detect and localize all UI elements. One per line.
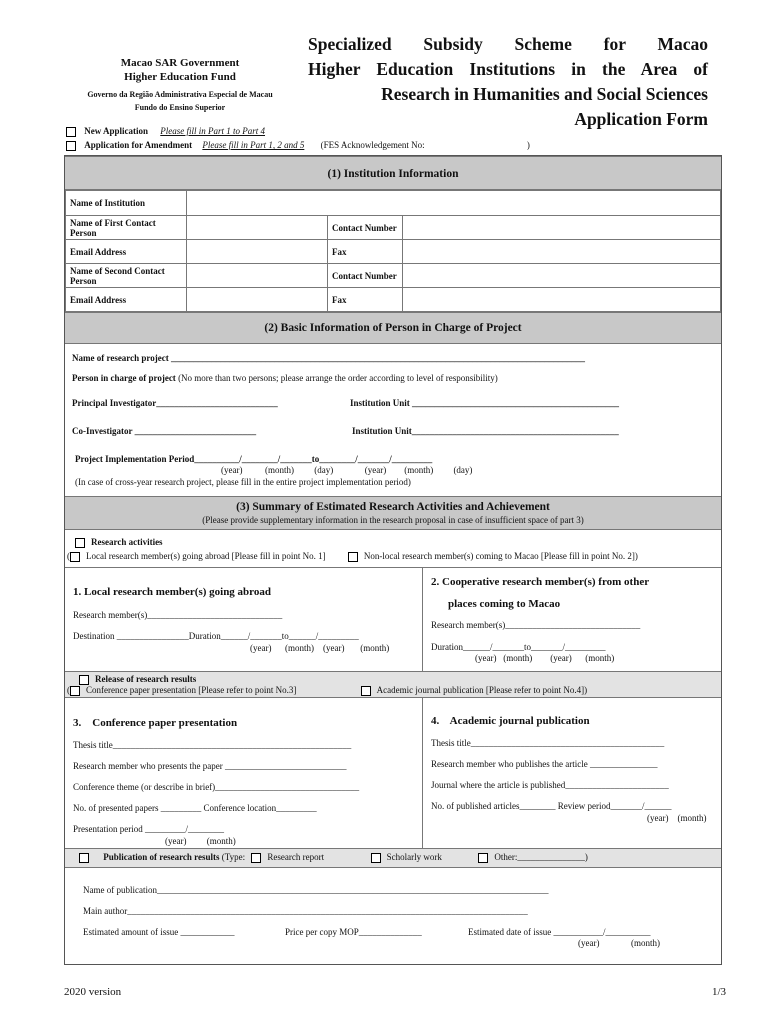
activities-label: Research activities [91,537,163,547]
fes-ack-close: ) [526,140,530,150]
period-note: (In case of cross-year research project, please fill in the entire project implementation period) [75,477,411,487]
title-line-2: Higher Education Institutions in the Area of [308,59,708,79]
new-application-checkbox[interactable] [66,127,76,137]
institution-name-field[interactable] [187,191,721,216]
point3-units: (year) (month) [165,836,236,846]
section3-title: (3) Summary of Estimated Research Activities and Achievement [236,501,550,513]
research-report-option: Research report [267,852,325,862]
period-units: (year) (month) (day) (year) (month) (day) [221,465,473,475]
email-2-label: Email Address [66,288,187,312]
publication-type-label: (Type: [221,852,246,862]
point1-destination-line[interactable]: Destination ________________Duration______/_______to______/_________ [73,631,359,641]
email-1-label: Email Address [66,240,187,264]
form-title [308,32,708,132]
fes-ack-label: (FES Acknowledgement No: [320,140,425,150]
point3-period-line[interactable]: Presentation period _________/________ [73,824,224,834]
pi-unit-line[interactable]: Institution Unit ______________________________________________ [350,398,620,408]
publication-label: Publication of research results [103,852,220,862]
point4-title: 4. Academic journal publication [431,715,590,727]
fax-1-field[interactable] [403,240,721,264]
point3-thesis-line[interactable]: Thesis title_____________________________________________________ [73,740,352,750]
point4-units: (year) (month) [647,813,707,823]
section3-header [65,496,721,530]
point2-members-line[interactable]: Research member(s)______________________________ [431,620,641,630]
first-contact-number-label: Contact Number [328,216,403,240]
first-contact-number-field[interactable] [403,216,721,240]
org-en-2: Higher Education Fund [124,71,236,83]
scholarly-work-checkbox[interactable] [371,853,381,863]
issuer-block [60,56,300,113]
point4-publisher-line[interactable]: Research member who publishes the article _______________ [431,759,658,769]
implementation-period-line[interactable]: Project Implementation Period__________/________/_______to________/_______/_________ [75,454,433,464]
person-in-charge-label: Person in charge of project [72,373,176,383]
section3-subtitle: (Please provide supplementary information in the research proposal in case of insufficient space of part 3) [202,515,584,525]
new-application-hint: Please fill in Part 1 to Part 4 [160,126,266,136]
release-label: Release of research results [95,674,197,684]
amendment-row [66,140,530,151]
point3-papers-line[interactable]: No. of presented papers _________ Conference location_________ [73,803,317,813]
issue-amount-line[interactable]: Estimated amount of issue ____________ [83,927,235,937]
second-contact-label: Name of Second Contact Person [66,264,187,288]
conference-checkbox[interactable] [70,686,80,696]
publication-name-line[interactable]: Name of publication_______________________________________________________________________________________ [83,885,549,895]
page-number: 1/3 [711,986,726,998]
section2-title: (2) Basic Information of Person in Charge of Project [65,312,721,344]
email-1-field[interactable] [187,240,328,264]
fax-1-label: Fax [328,240,403,264]
institution-table [65,190,721,312]
point4-thesis-line[interactable]: Thesis title___________________________________________ [431,738,665,748]
point2-title-2: places coming to Macao [448,598,561,610]
point1-units: (year) (month) (year) (month) [250,643,390,653]
point1-title: 1. Local research member(s) going abroad [73,586,271,598]
release-checkbox[interactable] [79,675,89,685]
point2-duration-line[interactable]: Duration______/_______to_______/_________ [431,642,606,652]
fax-2-field[interactable] [403,288,721,312]
point3-presenter-line[interactable]: Research member who presents the paper ___________________________ [73,761,347,771]
org-pt-1: Governo da Região Administrativa Especial de Macau [87,90,273,99]
nonlocal-members-checkbox[interactable] [348,552,358,562]
amendment-hint: Please fill in Part 1, 2 and 5 [202,140,305,150]
title-line-4: Application Form [574,109,708,129]
org-pt-2: Fundo do Ensino Superior [134,103,226,112]
local-members-checkbox[interactable] [70,552,80,562]
point3-title: 3. Conference paper presentation [73,717,238,729]
journal-option: Academic journal publication [Please refer to point No.4] [376,684,585,695]
form-frame [64,155,722,965]
second-contact-field[interactable] [187,264,328,288]
price-per-copy-line[interactable]: Price per copy MOP______________ [285,927,422,937]
point2-title-1: 2. Cooperative research member(s) from other [431,576,650,588]
person-in-charge-note: (No more than two persons; please arrange the order according to level of responsibility) [178,373,498,383]
conference-option: Conference paper presentation [Please refer to point No.3] [86,684,297,695]
person-in-charge-row [72,373,498,383]
amendment-label: Application for Amendment [84,140,193,150]
publication-row [65,848,721,868]
point4-journal-line[interactable]: Journal where the article is published_______________________ [431,780,669,790]
activities-block: Research activities ( Local research member(s) going abroad [Please fill in point No. 1] Non-local research member(s) coming to Macao [Please fill in point No. 2]) [67,537,638,561]
version-label: 2020 version [64,986,122,998]
issue-date-units: (year) (month) [578,938,660,948]
journal-checkbox[interactable] [361,686,371,696]
amendment-checkbox[interactable] [66,141,76,151]
new-application-row [66,126,265,137]
publication-checkbox[interactable] [79,853,89,863]
issue-date-line[interactable]: Estimated date of issue ___________/__________ [468,927,651,937]
point3-theme-line[interactable]: Conference theme (or describe in brief)________________________________ [73,782,360,792]
other-type-checkbox[interactable] [478,853,488,863]
activities-checkbox[interactable] [75,538,85,548]
new-application-label: New Application [84,126,149,136]
project-name-line[interactable]: Name of research project ____________________________________________________________________________________________ [72,353,585,363]
co-investigator-line[interactable]: Co-Investigator ___________________________ [72,426,257,436]
point2-units: (year) (month) (year) (month) [475,653,615,663]
other-type-option: Other:_______________) [494,852,588,862]
institution-name-label: Name of Institution [66,191,187,216]
research-report-checkbox[interactable] [251,853,261,863]
first-contact-label: Name of First Contact Person [66,216,187,240]
local-members-option: Local research member(s) going abroad [Please fill in point No. 1] [86,550,326,561]
section1-title: (1) Institution Information [65,156,721,190]
main-author-line[interactable]: Main author_________________________________________________________________________________________ [83,906,528,916]
scholarly-work-option: Scholarly work [386,852,442,862]
title-line-3: Research in Humanities and Social Sciences [381,84,708,104]
point1-members-line[interactable]: Research member(s)______________________________ [73,610,283,620]
second-contact-number-field[interactable] [403,264,721,288]
first-contact-field[interactable] [187,216,328,240]
second-contact-number-label: Contact Number [328,264,403,288]
release-row: Release of research results ( Conference paper presentation [Please refer to point No.3] Academic journal publication [Please refer to point No.4]) [65,671,721,698]
point4-articles-line[interactable]: No. of published articles________ Review period_______/______ [431,801,672,811]
email-2-field[interactable] [187,288,328,312]
co-unit-line[interactable]: Institution Unit______________________________________________ [352,426,619,436]
pi-line[interactable]: Principal Investigator___________________________ [72,398,278,408]
title-line-1: Specialized Subsidy Scheme for Macao [308,34,708,54]
fax-2-label: Fax [328,288,403,312]
nonlocal-members-option: Non-local research member(s) coming to Macao [Please fill in point No. 2] [363,550,635,561]
org-en-1: Macao SAR Government [120,57,240,69]
